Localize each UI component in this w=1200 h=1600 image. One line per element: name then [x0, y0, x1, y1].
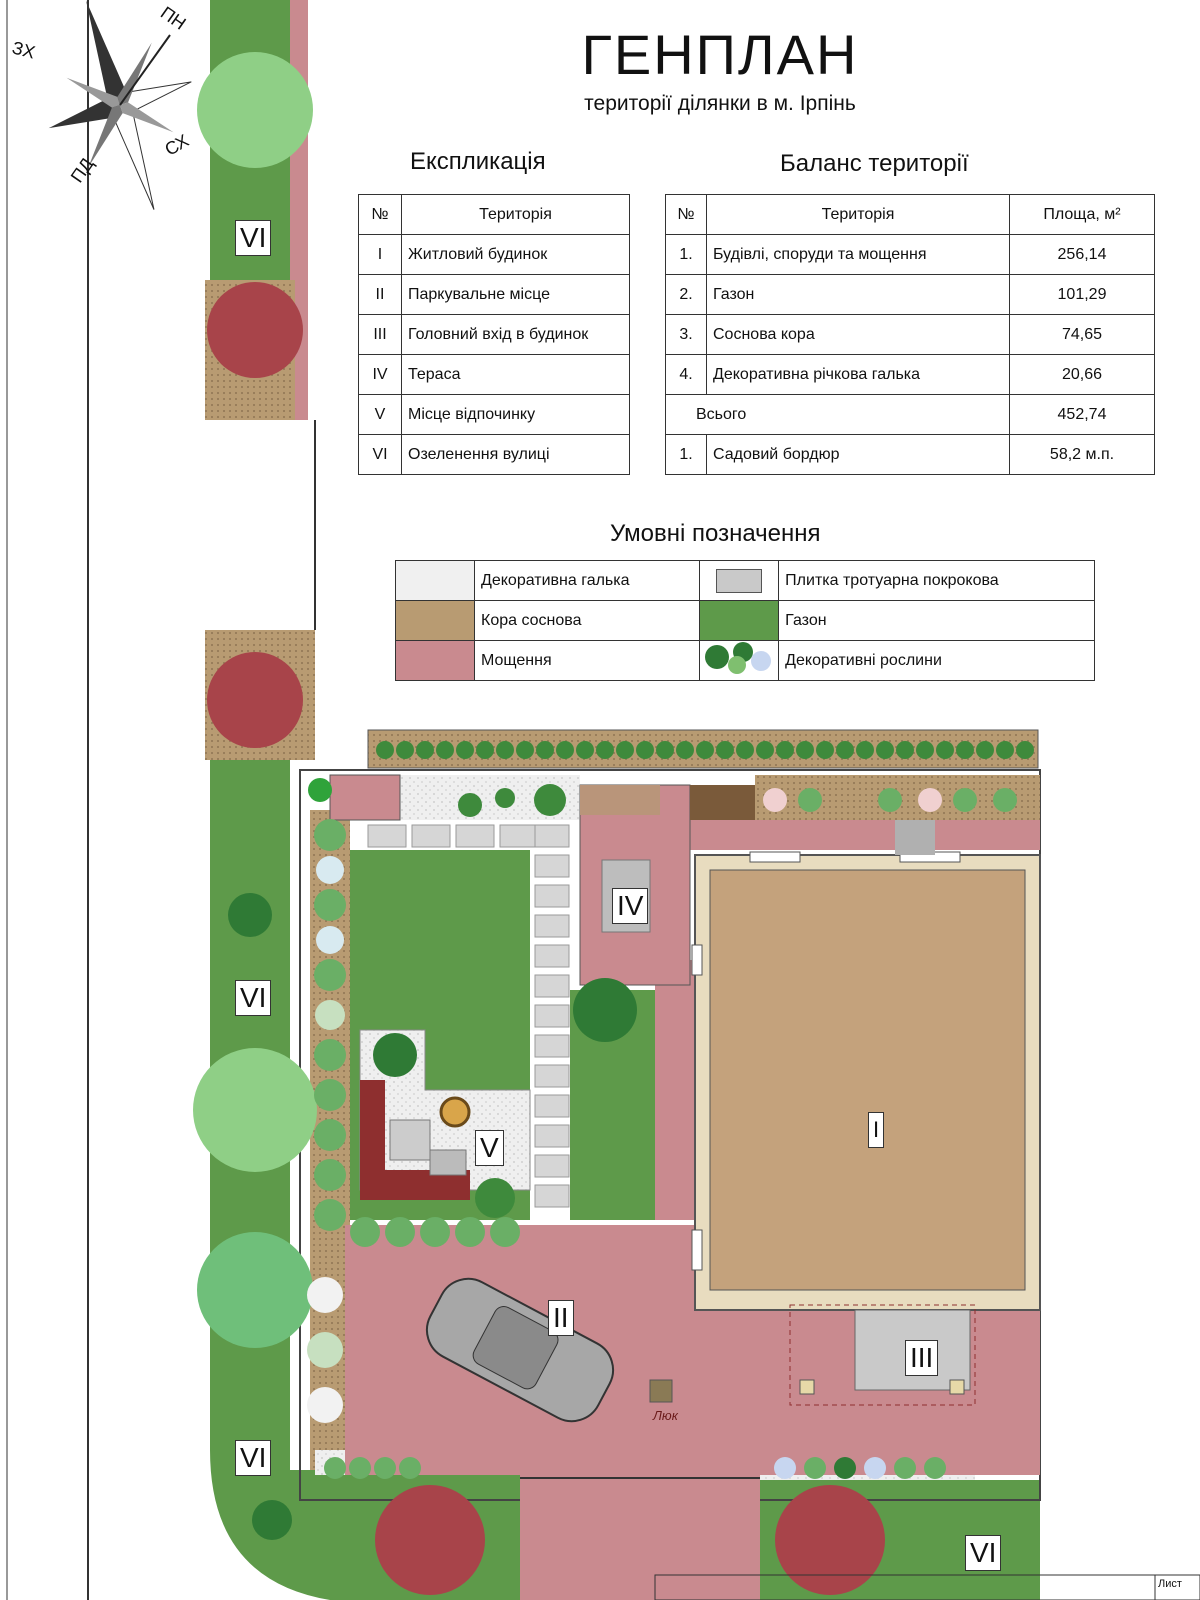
- table-row: [666, 355, 1155, 395]
- row-num: VI: [359, 435, 402, 475]
- zone-label-street: VI: [235, 980, 271, 1016]
- row-num: 1.: [666, 235, 707, 275]
- row-name: Декоративна річкова галька: [707, 355, 1010, 395]
- pebble-swatch: [396, 561, 475, 601]
- tile-icon: [716, 569, 762, 593]
- bark-swatch: [396, 601, 475, 641]
- legend-label: Декоративна галька: [475, 561, 700, 601]
- balance-table: [665, 194, 1155, 475]
- row-num: 4.: [666, 355, 707, 395]
- row-num: III: [359, 315, 402, 355]
- compass-south: ПД: [66, 154, 98, 187]
- row-num: I: [359, 235, 402, 275]
- row-area: 101,29: [1010, 275, 1155, 315]
- hatch: [650, 1380, 672, 1402]
- row-num: 3.: [666, 315, 707, 355]
- row-name: Будівлі, споруди та мощення: [707, 235, 1010, 275]
- zone-label-entrance: III: [905, 1340, 938, 1376]
- zone-label-parking: II: [548, 1300, 574, 1336]
- hatch-label: Люк: [653, 1408, 678, 1423]
- row-area: 20,66: [1010, 355, 1155, 395]
- row-name: Озеленення вулиці: [402, 435, 630, 475]
- plants-swatch: [700, 641, 779, 681]
- page-title: ГЕНПЛАН: [581, 23, 859, 86]
- explication-heading: Експликація: [410, 148, 546, 175]
- col-territory: Територія: [402, 195, 630, 235]
- page-subtitle: території ділянки в м. Ірпінь: [584, 92, 856, 115]
- zone-label-street: VI: [235, 220, 271, 256]
- legend-row: [396, 561, 1095, 601]
- stamp-label: Лист: [1158, 1578, 1182, 1590]
- table-row: [359, 275, 630, 315]
- zone-label-house: I: [868, 1112, 884, 1148]
- legend-row: [396, 641, 1095, 681]
- tile-swatch: [700, 561, 779, 601]
- total-value: 452,74: [1010, 395, 1155, 435]
- legend-label: Газон: [779, 601, 1095, 641]
- legend-label: Декоративні рослини: [779, 641, 1095, 681]
- table-row: [359, 315, 630, 355]
- legend-label: Плитка тротуарна покрокова: [779, 561, 1095, 601]
- paving-swatch: [396, 641, 475, 681]
- table-header-row: [359, 195, 630, 235]
- row-num: 2.: [666, 275, 707, 315]
- legend-label: Кора соснова: [475, 601, 700, 641]
- row-num: V: [359, 395, 402, 435]
- col-area: Площа, м²: [1010, 195, 1155, 235]
- lawn-swatch: [700, 601, 779, 641]
- table-row: [359, 435, 630, 475]
- legend-table: [395, 560, 1095, 681]
- border-value: 58,2 м.п.: [1010, 435, 1155, 475]
- zone-label-street: VI: [965, 1535, 1001, 1571]
- legend-label: Мощення: [475, 641, 700, 681]
- table-row: [666, 315, 1155, 355]
- table-row: [359, 395, 630, 435]
- zone-label-terrace: IV: [612, 888, 648, 924]
- balance-heading: Баланс території: [780, 150, 969, 177]
- row-area: 256,14: [1010, 235, 1155, 275]
- row-area: 74,65: [1010, 315, 1155, 355]
- compass-west: ЗХ: [9, 37, 38, 63]
- row-name: Соснова кора: [707, 315, 1010, 355]
- row-name: Житловий будинок: [402, 235, 630, 275]
- col-territory: Територія: [707, 195, 1010, 235]
- legend-row: [396, 601, 1095, 641]
- row-name: Місце відпочинку: [402, 395, 630, 435]
- zone-label-street: VI: [235, 1440, 271, 1476]
- table-row: [359, 235, 630, 275]
- table-row: [666, 235, 1155, 275]
- plants-icon: [703, 641, 775, 675]
- row-name: Газон: [707, 275, 1010, 315]
- zone-label-rest: V: [475, 1130, 504, 1166]
- compass-rose-icon: [20, 0, 220, 230]
- total-label: Всього: [666, 395, 1010, 435]
- col-num: №: [359, 195, 402, 235]
- compass-north: ПН: [156, 2, 190, 34]
- row-name: Тераса: [402, 355, 630, 395]
- table-row: [359, 355, 630, 395]
- table-row: [666, 275, 1155, 315]
- compass-east: СХ: [161, 130, 193, 160]
- house-roof: [710, 870, 1025, 1290]
- explication-table: [358, 194, 630, 475]
- col-num: №: [666, 195, 707, 235]
- border-num: 1.: [666, 435, 707, 475]
- row-name: Головний вхід в будинок: [402, 315, 630, 355]
- total-row: [666, 395, 1155, 435]
- row-num: II: [359, 275, 402, 315]
- fire-pit: [441, 1098, 469, 1126]
- legend-heading: Умовні позначення: [610, 520, 821, 547]
- table-header-row: [666, 195, 1155, 235]
- row-num: IV: [359, 355, 402, 395]
- border-name: Садовий бордюр: [707, 435, 1010, 475]
- border-row: [666, 435, 1155, 475]
- row-name: Паркувальне місце: [402, 275, 630, 315]
